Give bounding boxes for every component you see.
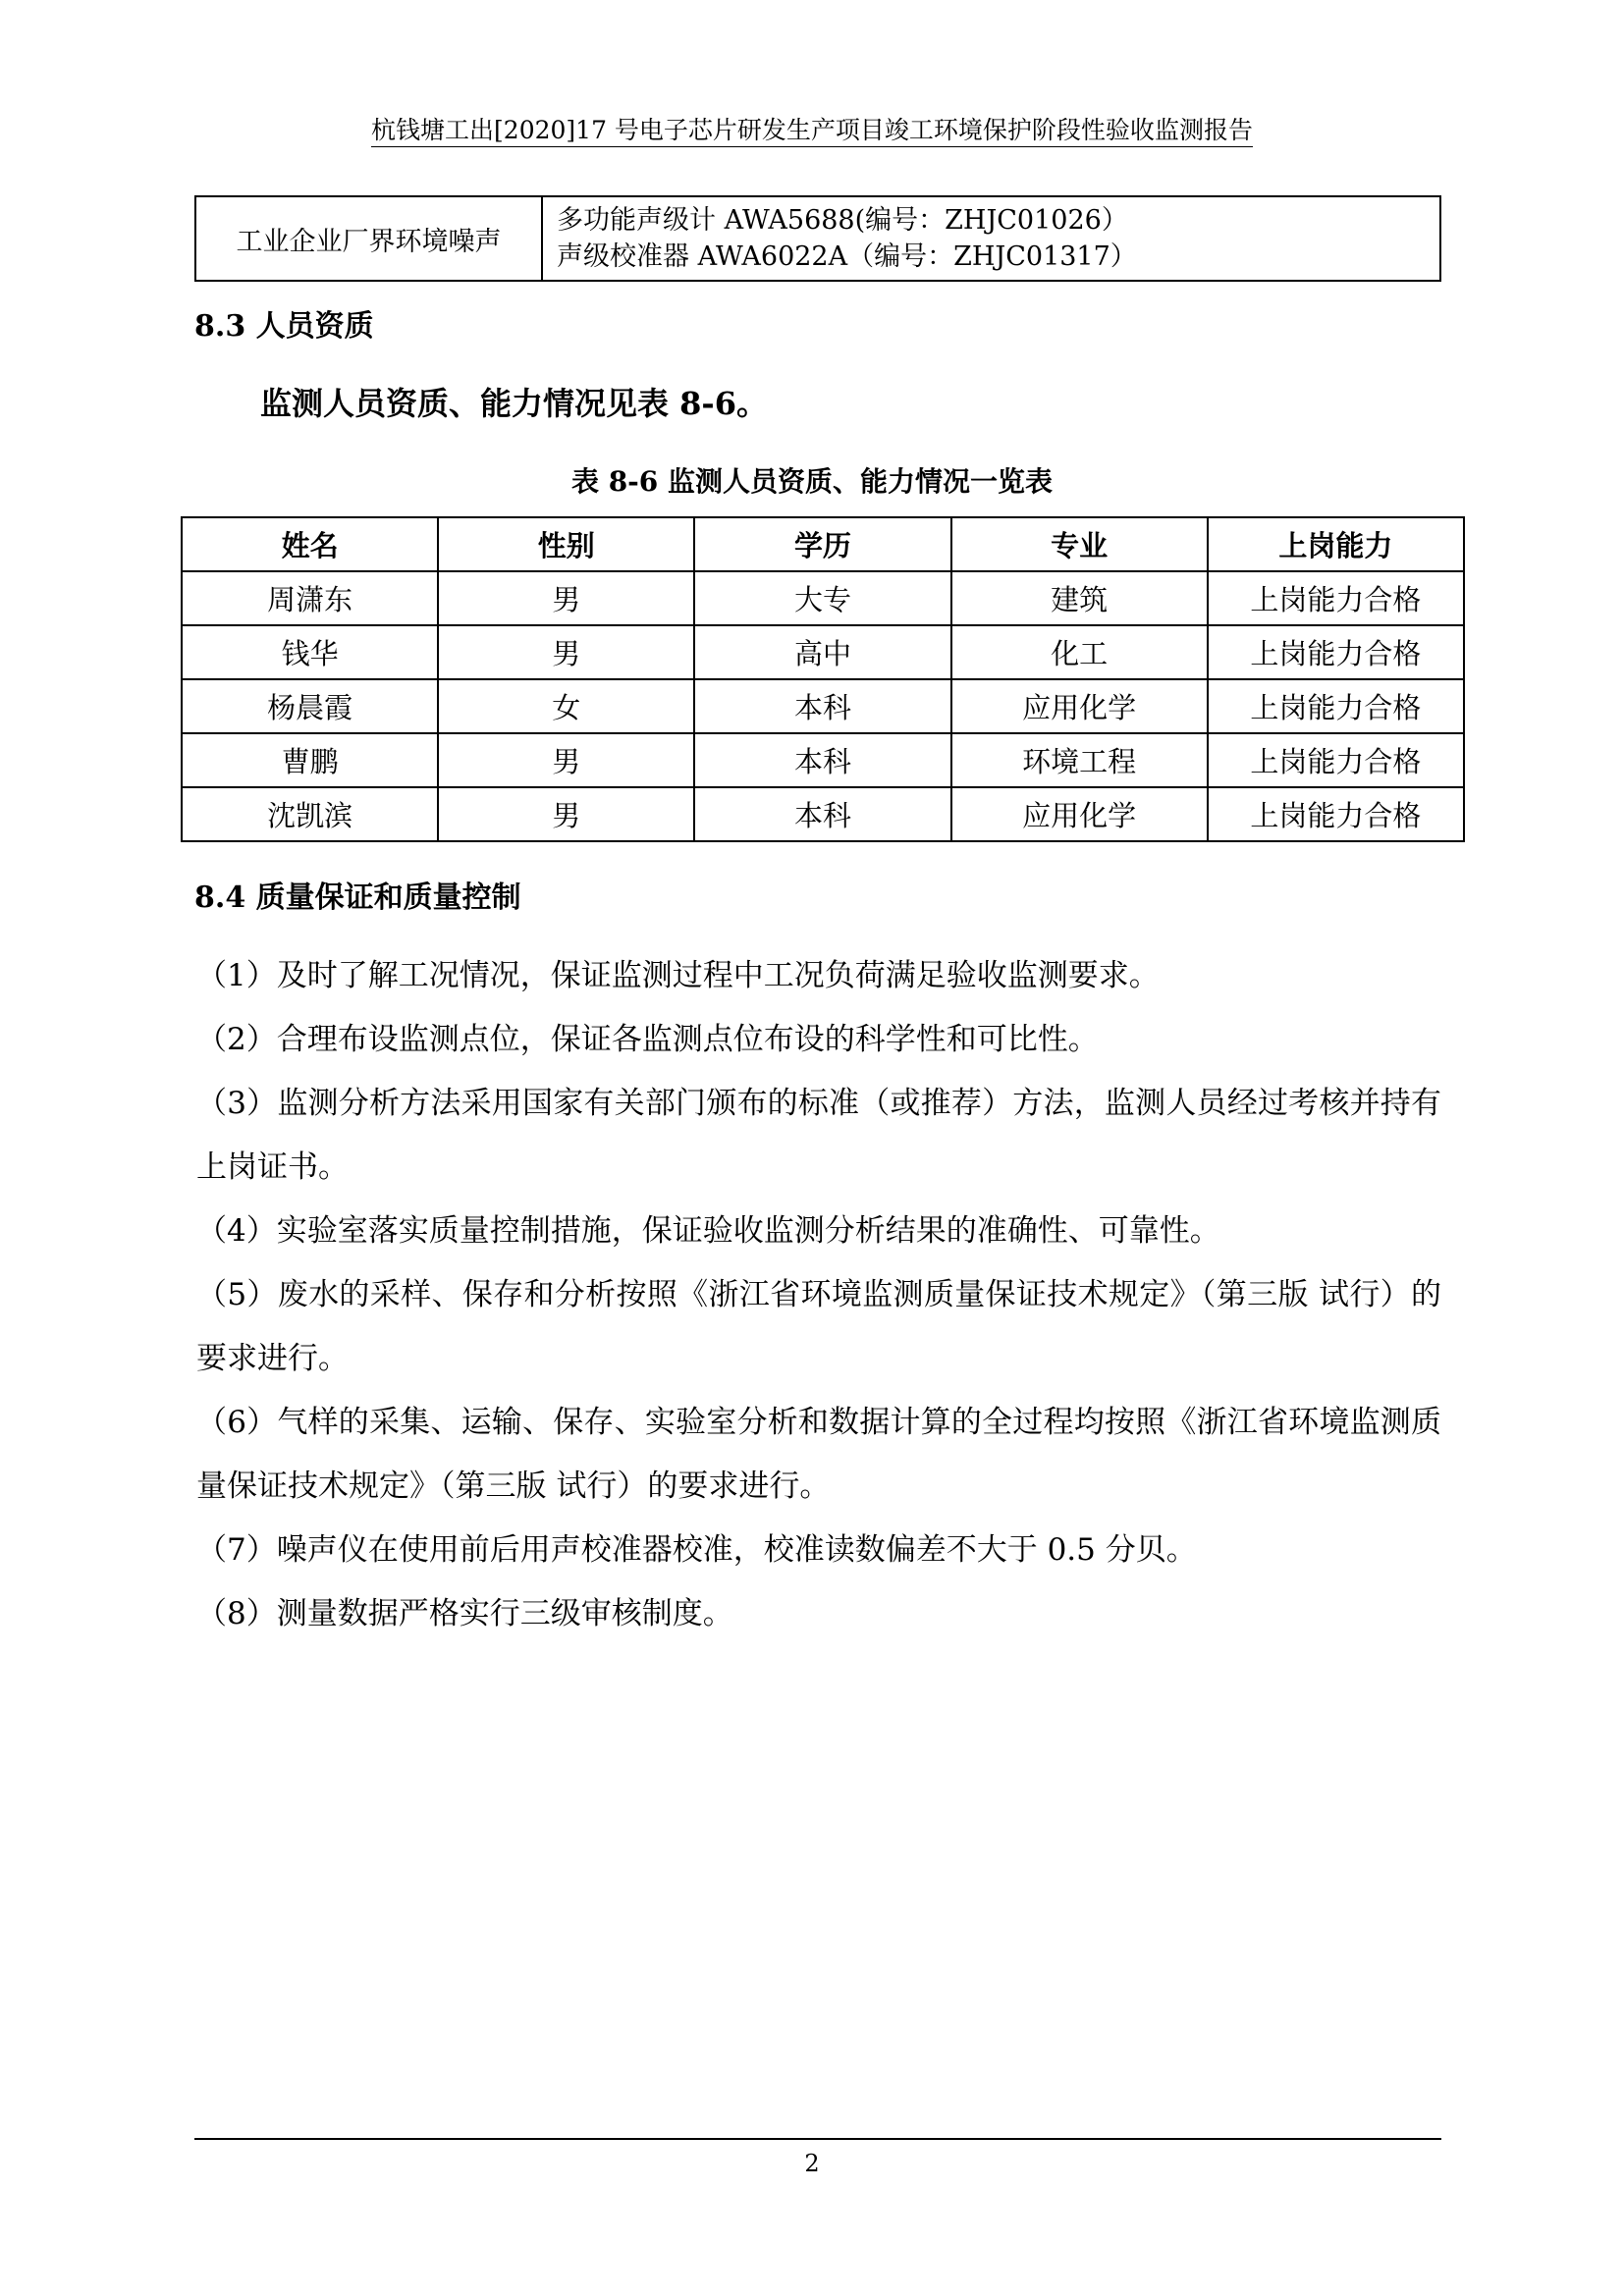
instrument-line: 多功能声级计 AWA5688(编号：ZHJC01026） [557,205,1128,236]
table-cell: 大专 [694,571,950,625]
table-cell: 曹鹏 [182,733,438,787]
section-heading-8-3: 8.3 人员资质 [194,309,374,344]
footer-rule [194,2138,1441,2140]
table-cell: 男 [438,733,694,787]
table-cell: 本科 [694,733,950,787]
table-cell: 上岗能力合格 [1208,787,1464,841]
table-cell: 上岗能力合格 [1208,679,1464,733]
column-header: 上岗能力 [1208,517,1464,571]
table-cell: 沈凯滨 [182,787,438,841]
table-cell: 本科 [694,787,950,841]
table-cell: 建筑 [951,571,1208,625]
table-cell: 男 [438,787,694,841]
column-header: 姓名 [182,517,438,571]
table-row [182,679,1464,733]
table-cell: 男 [438,625,694,679]
instrument-line: 声级校准器 AWA6022A（编号：ZHJC01317） [557,241,1137,272]
table-row [182,625,1464,679]
table-header-row [182,517,1464,571]
table-cell: 环境工程 [951,733,1208,787]
table-row [182,787,1464,841]
table-cell: 应用化学 [951,679,1208,733]
table-cell: 钱华 [182,625,438,679]
list-item: （5）废水的采样、保存和分析按照《浙江省环境监测质量保证技术规定》（第三版 试行）的要求进行。 [196,1277,1441,1376]
table-row [182,733,1464,787]
list-item: （2）合理布设监测点位，保证各监测点位布设的科学性和可比性。 [196,1022,1099,1057]
column-header: 性别 [438,517,694,571]
list-item: （4）实验室落实质量控制措施，保证验收监测分析结果的准确性、可靠性。 [196,1213,1220,1249]
table-cell: 应用化学 [951,787,1208,841]
staff-table [181,516,1465,842]
table-cell: 上岗能力合格 [1208,571,1464,625]
table-cell: 高中 [694,625,950,679]
page-header [0,116,1624,145]
list-item: （1）及时了解工况情况，保证监测过程中工况负荷满足验收监测要求。 [196,958,1160,993]
header-title: 杭钱塘工出[2020]17 号电子芯片研发生产项目竣工环境保护阶段性验收监测报告 [371,116,1253,147]
table-cell: 杨晨霞 [182,679,438,733]
table-row [195,196,1440,281]
page-number: 2 [804,2150,820,2177]
table-cell: 上岗能力合格 [1208,733,1464,787]
list-item: （7）噪声仪在使用前后用声校准器校准，校准读数偏差不大于 0.5 分贝。 [196,1532,1197,1568]
table-cell: 上岗能力合格 [1208,625,1464,679]
equipment-instruments [542,196,1440,281]
table-cell: 周潇东 [182,571,438,625]
table-cell: 化工 [951,625,1208,679]
list-item: （3）监测分析方法采用国家有关部门颁布的标准（或推荐）方法，监测人员经过考核并持有上岗证书。 [196,1086,1441,1185]
table-cell: 女 [438,679,694,733]
column-header: 专业 [951,517,1208,571]
section-heading-8-4: 8.4 质量保证和质量控制 [194,881,521,915]
list-item: （8）测量数据严格实行三级审核制度。 [196,1596,733,1631]
equipment-table [194,195,1441,282]
list-item: （6）气样的采集、运输、保存、实验室分析和数据计算的全过程均按照《浙江省环境监测质量保证技术规定》（第三版 试行）的要求进行。 [196,1405,1441,1504]
table-caption: 表 8-6 监测人员资质、能力情况一览表 [570,465,1054,498]
table-cell: 本科 [694,679,950,733]
quality-control-list [196,944,1441,1646]
table-cell: 男 [438,571,694,625]
equipment-category: 工业企业厂界环境噪声 [195,196,542,281]
table-row [182,571,1464,625]
section-8-3-intro: 监测人员资质、能力情况见表 8-6。 [260,385,768,422]
column-header: 学历 [694,517,950,571]
